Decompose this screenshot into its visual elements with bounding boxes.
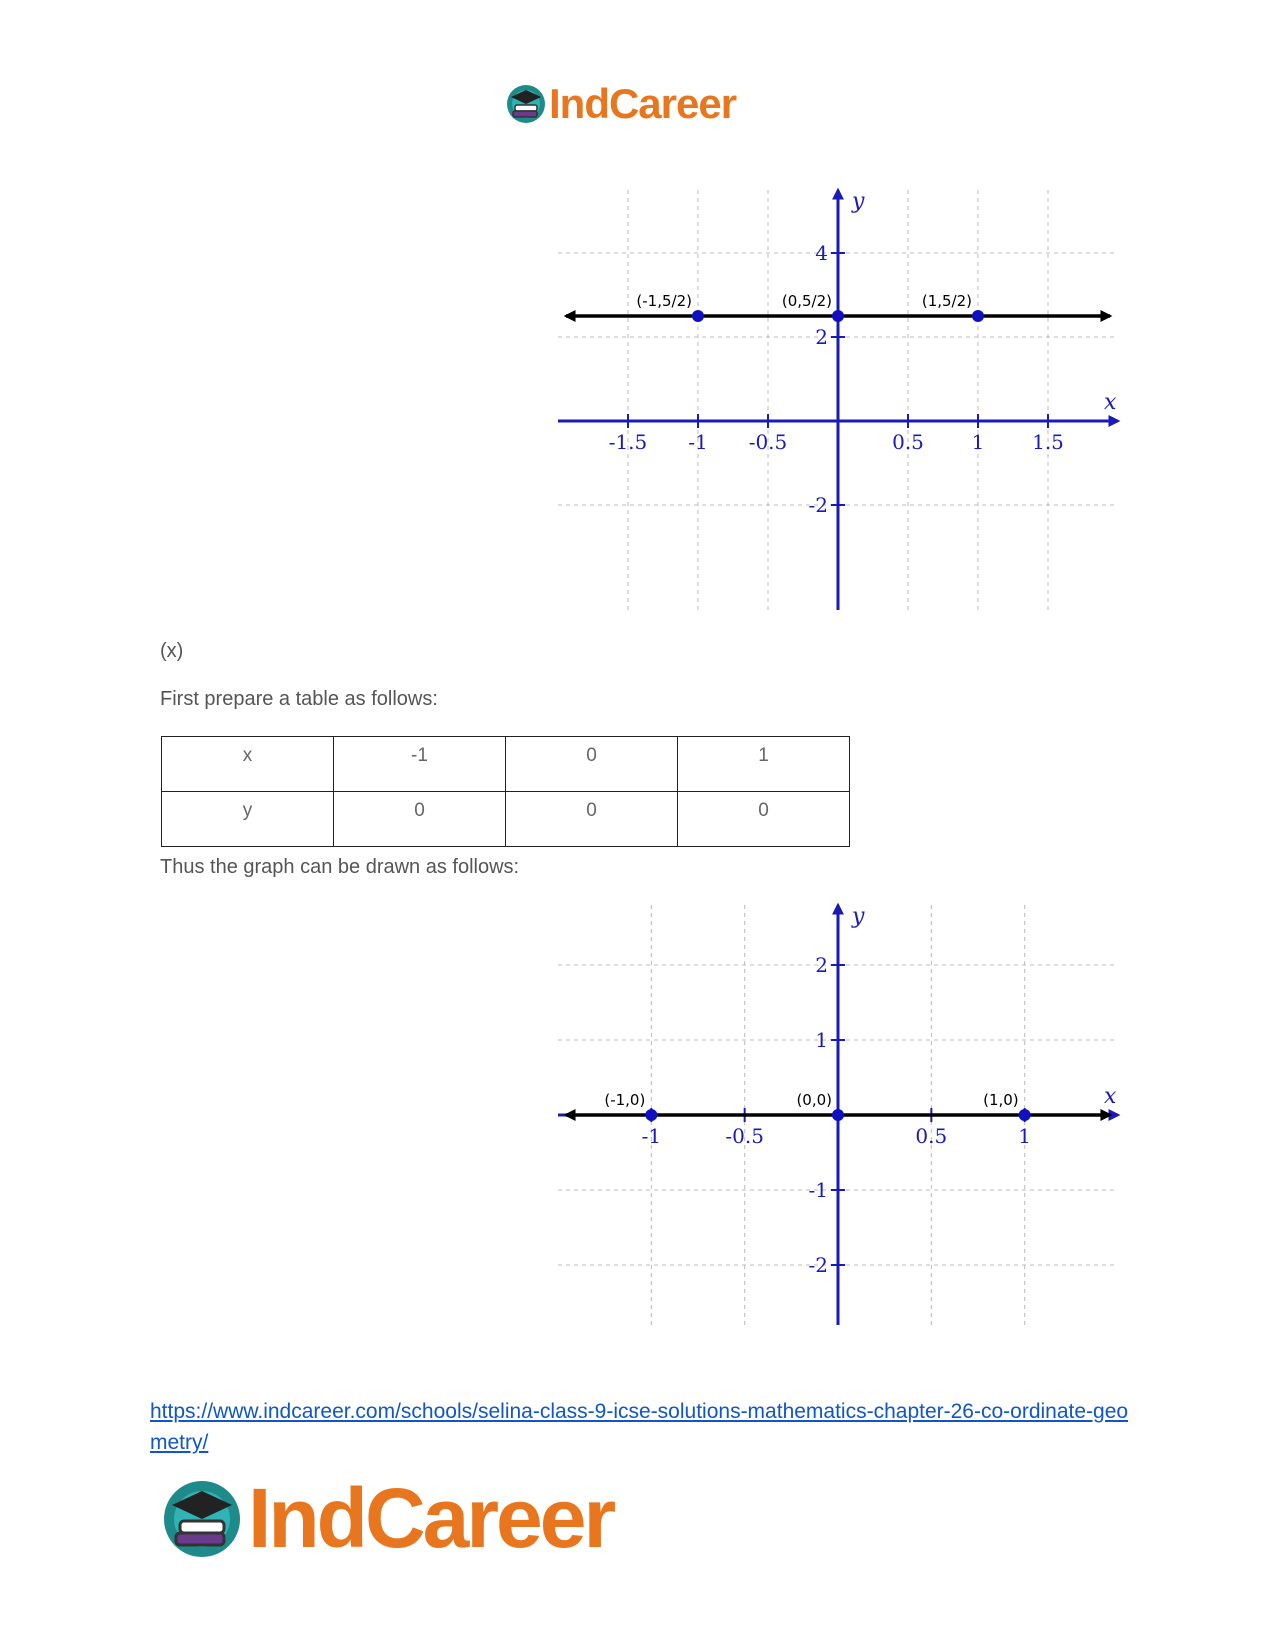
data-point-label: (-1,0) bbox=[604, 1091, 646, 1109]
table-cell: 0 bbox=[334, 792, 506, 847]
data-point bbox=[832, 1109, 844, 1121]
y-tick-label: -2 bbox=[808, 493, 828, 517]
y-tick-label: 2 bbox=[815, 325, 828, 349]
indcareer-logo-top bbox=[505, 80, 736, 128]
x-tick-label: 1.5 bbox=[1032, 430, 1064, 454]
y-tick-label: 1 bbox=[815, 1028, 828, 1052]
graph-intro-text: Thus the graph can be drawn as follows: bbox=[160, 856, 520, 878]
data-point-label: (0,0) bbox=[796, 1091, 832, 1109]
x-tick-label: -1.5 bbox=[608, 430, 648, 454]
table-cell: y bbox=[162, 792, 334, 847]
graph-1-svg bbox=[548, 180, 1128, 620]
graduation-cap-book-icon bbox=[160, 1477, 244, 1561]
table-row bbox=[162, 792, 850, 847]
data-point-label: (1,5/2) bbox=[921, 292, 972, 310]
source-link[interactable]: https://www.indcareer.com/schools/selina-class-9-icse-solutions-mathematics-chapter-26-co-ordinate-geometry/ bbox=[150, 1400, 1129, 1454]
table-cell: 0 bbox=[678, 792, 850, 847]
x-tick-label: 1 bbox=[1018, 1124, 1032, 1148]
intro-text: First prepare a table as follows: bbox=[160, 688, 438, 710]
table-cell: x bbox=[162, 737, 334, 792]
data-point bbox=[645, 1109, 657, 1121]
x-tick-label: -1 bbox=[641, 1124, 662, 1148]
y-axis-label: y bbox=[852, 189, 865, 214]
data-point bbox=[692, 310, 704, 322]
data-point bbox=[1019, 1109, 1031, 1121]
graph-y-equals-five-halves bbox=[548, 180, 1128, 624]
y-tick-label: 2 bbox=[815, 953, 828, 977]
x-tick-label: -1 bbox=[688, 430, 708, 454]
data-point bbox=[972, 310, 984, 322]
y-tick-label: -1 bbox=[808, 1178, 828, 1202]
table-row bbox=[162, 737, 850, 792]
data-point-label: (0,5/2) bbox=[781, 292, 832, 310]
graduation-cap-book-icon bbox=[505, 83, 547, 125]
values-table bbox=[161, 736, 850, 847]
x-tick-label: 0.5 bbox=[892, 430, 924, 454]
x-tick-label: -0.5 bbox=[748, 430, 788, 454]
y-axis-label: y bbox=[852, 904, 865, 929]
table-cell: 0 bbox=[506, 792, 678, 847]
x-tick-label: 0.5 bbox=[915, 1124, 948, 1148]
graph-y-equals-zero bbox=[548, 895, 1128, 1339]
data-point-label: (-1,5/2) bbox=[636, 292, 692, 310]
y-tick-label: 4 bbox=[815, 241, 828, 265]
question-label: (x) bbox=[160, 640, 184, 662]
table-cell: -1 bbox=[334, 737, 506, 792]
data-point-label: (1,0) bbox=[983, 1091, 1019, 1109]
table-cell: 0 bbox=[506, 737, 678, 792]
graph-2-svg bbox=[548, 895, 1128, 1335]
logo-text-top: IndCareer bbox=[549, 80, 737, 127]
table-cell: 1 bbox=[678, 737, 850, 792]
x-tick-label: -0.5 bbox=[725, 1124, 764, 1148]
x-axis-label: x bbox=[1104, 390, 1117, 415]
logo-text-bottom: IndCareer bbox=[248, 1471, 614, 1565]
x-tick-label: 1 bbox=[971, 430, 985, 454]
x-axis-label: x bbox=[1104, 1084, 1117, 1109]
data-point bbox=[832, 310, 844, 322]
y-tick-label: -2 bbox=[808, 1253, 828, 1277]
indcareer-logo-bottom bbox=[160, 1470, 613, 1567]
